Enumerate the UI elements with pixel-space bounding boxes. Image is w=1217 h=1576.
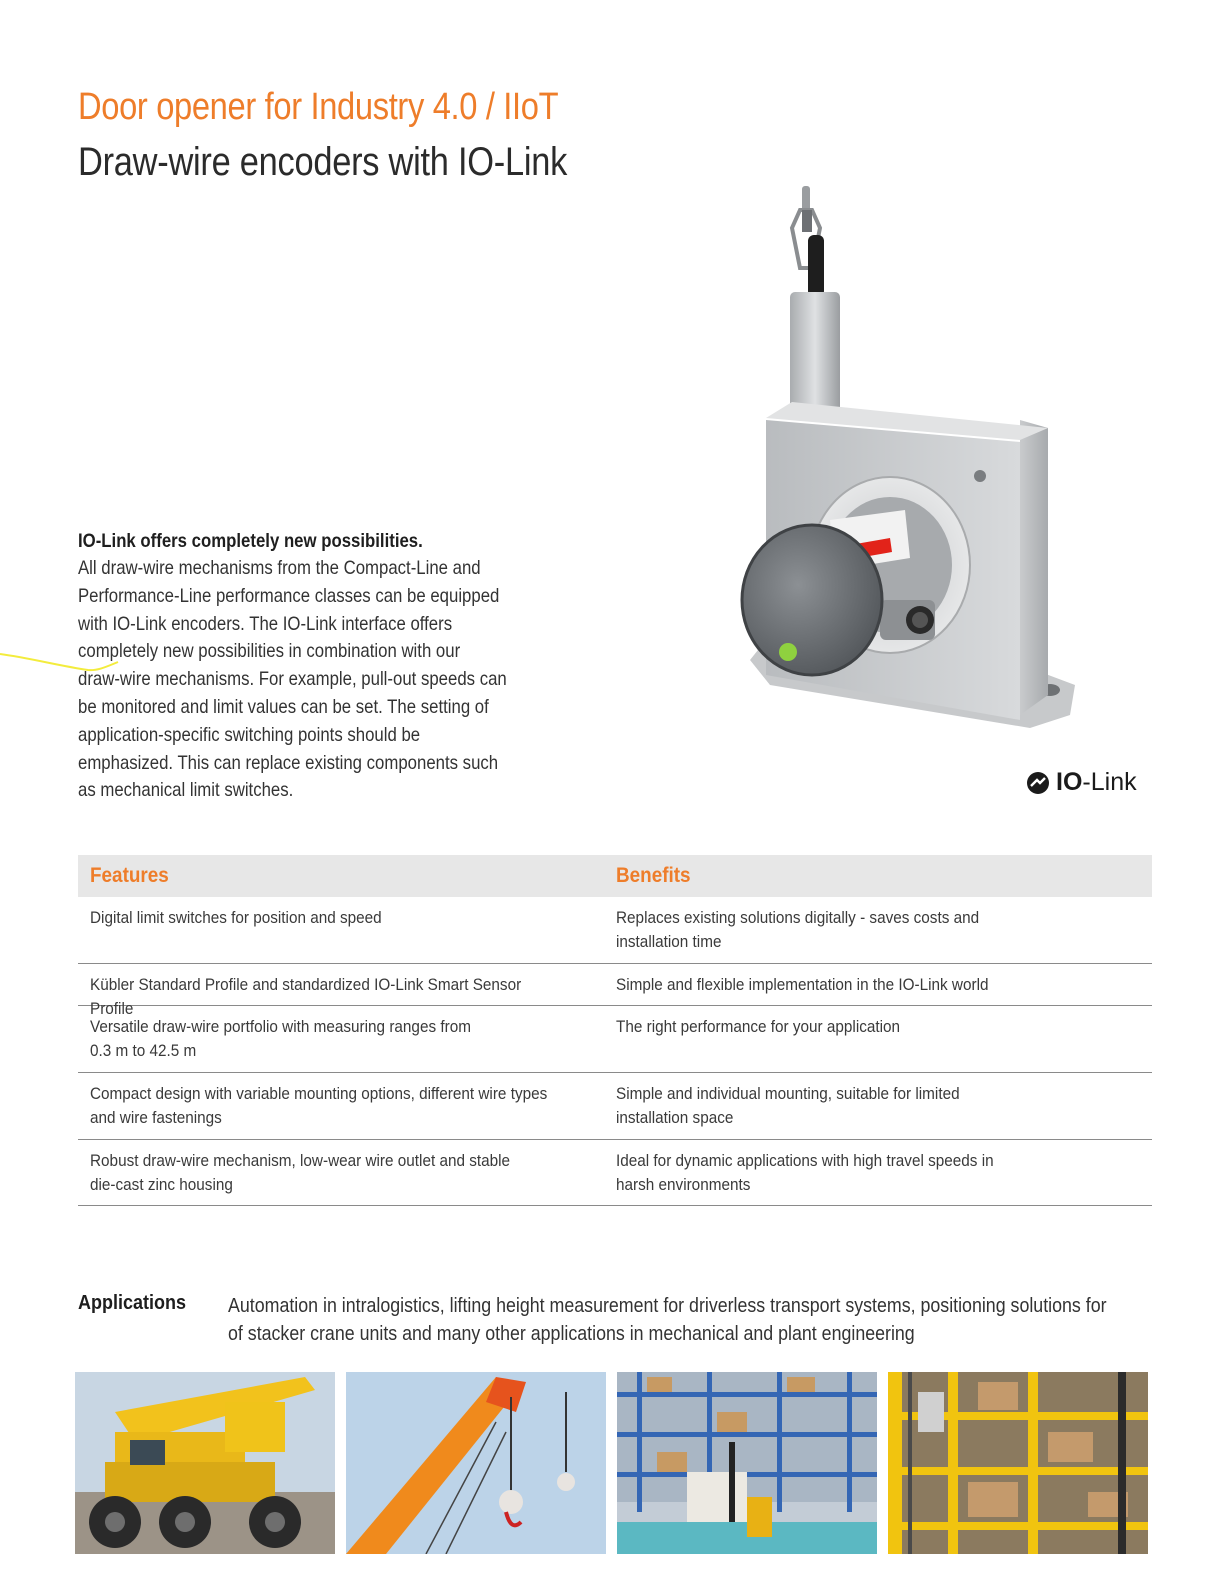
applications-text: Automation in intralogistics, lifting height measurement for driverless transport systems, positioning solutions for of stacker crane units and many other applications in mechanical and plant engineering <box>228 1295 1107 1345</box>
feature-cell: Kübler Standard Profile and standardized IO-Link Smart Sensor Profile <box>90 975 522 1018</box>
feature-cell: Compact design with variable mounting options, different wire types and wire fastenings <box>90 1084 548 1127</box>
io-link-logo <box>1026 768 1137 797</box>
applications-label: Applications <box>78 1292 187 1314</box>
intro-body <box>78 555 560 805</box>
intro-line: Performance-Line performance classes can be equipped <box>78 584 500 607</box>
draw-wire-encoder-image <box>730 180 1090 740</box>
intro-line: application-specific switching points should be <box>78 723 421 746</box>
warehouse-forklift-photo <box>617 1372 877 1554</box>
features-benefits-table <box>78 855 1152 1206</box>
benefit-cell: The right performance for your application <box>616 1017 901 1036</box>
intro-line: draw-wire mechanisms. For example, pull-out speeds can <box>78 668 507 691</box>
benefit-cell: Simple and individual mounting, suitable for limited installation space <box>616 1084 960 1127</box>
feature-cell: Robust draw-wire mechanism, low-wear wire outlet and stable die-cast zinc housing <box>90 1151 511 1194</box>
intro-line: with IO-Link encoders. The IO-Link interface offers <box>78 612 453 635</box>
column-header-features: Features <box>90 864 169 887</box>
intro-line: All draw-wire mechanisms from the Compact-Line and <box>78 557 481 579</box>
feature-cell: Versatile draw-wire portfolio with measuring ranges from 0.3 m to 42.5 m <box>90 1017 471 1060</box>
intro-line: emphasized. This can replace existing components such <box>78 751 499 774</box>
headline: Door opener for Industry 4.0 / IIoT <box>78 86 559 128</box>
benefit-cell: Replaces existing solutions digitally - saves costs and installation time <box>616 908 980 951</box>
table-header <box>78 855 1152 897</box>
intro-line: as mechanical limit switches. <box>78 779 294 802</box>
column-header-benefits: Benefits <box>616 864 691 887</box>
table-row <box>78 1073 1152 1140</box>
subheadline: Draw-wire encoders with IO-Link <box>78 140 568 184</box>
feature-cell: Digital limit switches for position and speed <box>90 908 382 927</box>
intro-line: completely new possibilities in combination with our <box>78 640 461 663</box>
io-link-wordmark: IO-Link <box>1056 768 1137 796</box>
stacker-crane-photo <box>888 1372 1148 1554</box>
crane-hook-photo <box>346 1372 606 1554</box>
benefit-cell: Simple and flexible implementation in the IO-Link world <box>616 975 989 994</box>
intro-text <box>78 528 560 805</box>
intro-line: be monitored and limit values can be set. The setting of <box>78 695 489 718</box>
mobile-crane-photo <box>75 1372 335 1554</box>
benefit-cell: Ideal for dynamic applications with high travel speeds in harsh environments <box>616 1151 994 1194</box>
table-row <box>78 897 1152 964</box>
table-row <box>78 1006 1152 1073</box>
table-row <box>78 1140 1152 1206</box>
table-row <box>78 964 1152 1018</box>
io-link-icon <box>1026 771 1050 795</box>
intro-heading: IO-Link offers completely new possibilities. <box>78 530 423 552</box>
